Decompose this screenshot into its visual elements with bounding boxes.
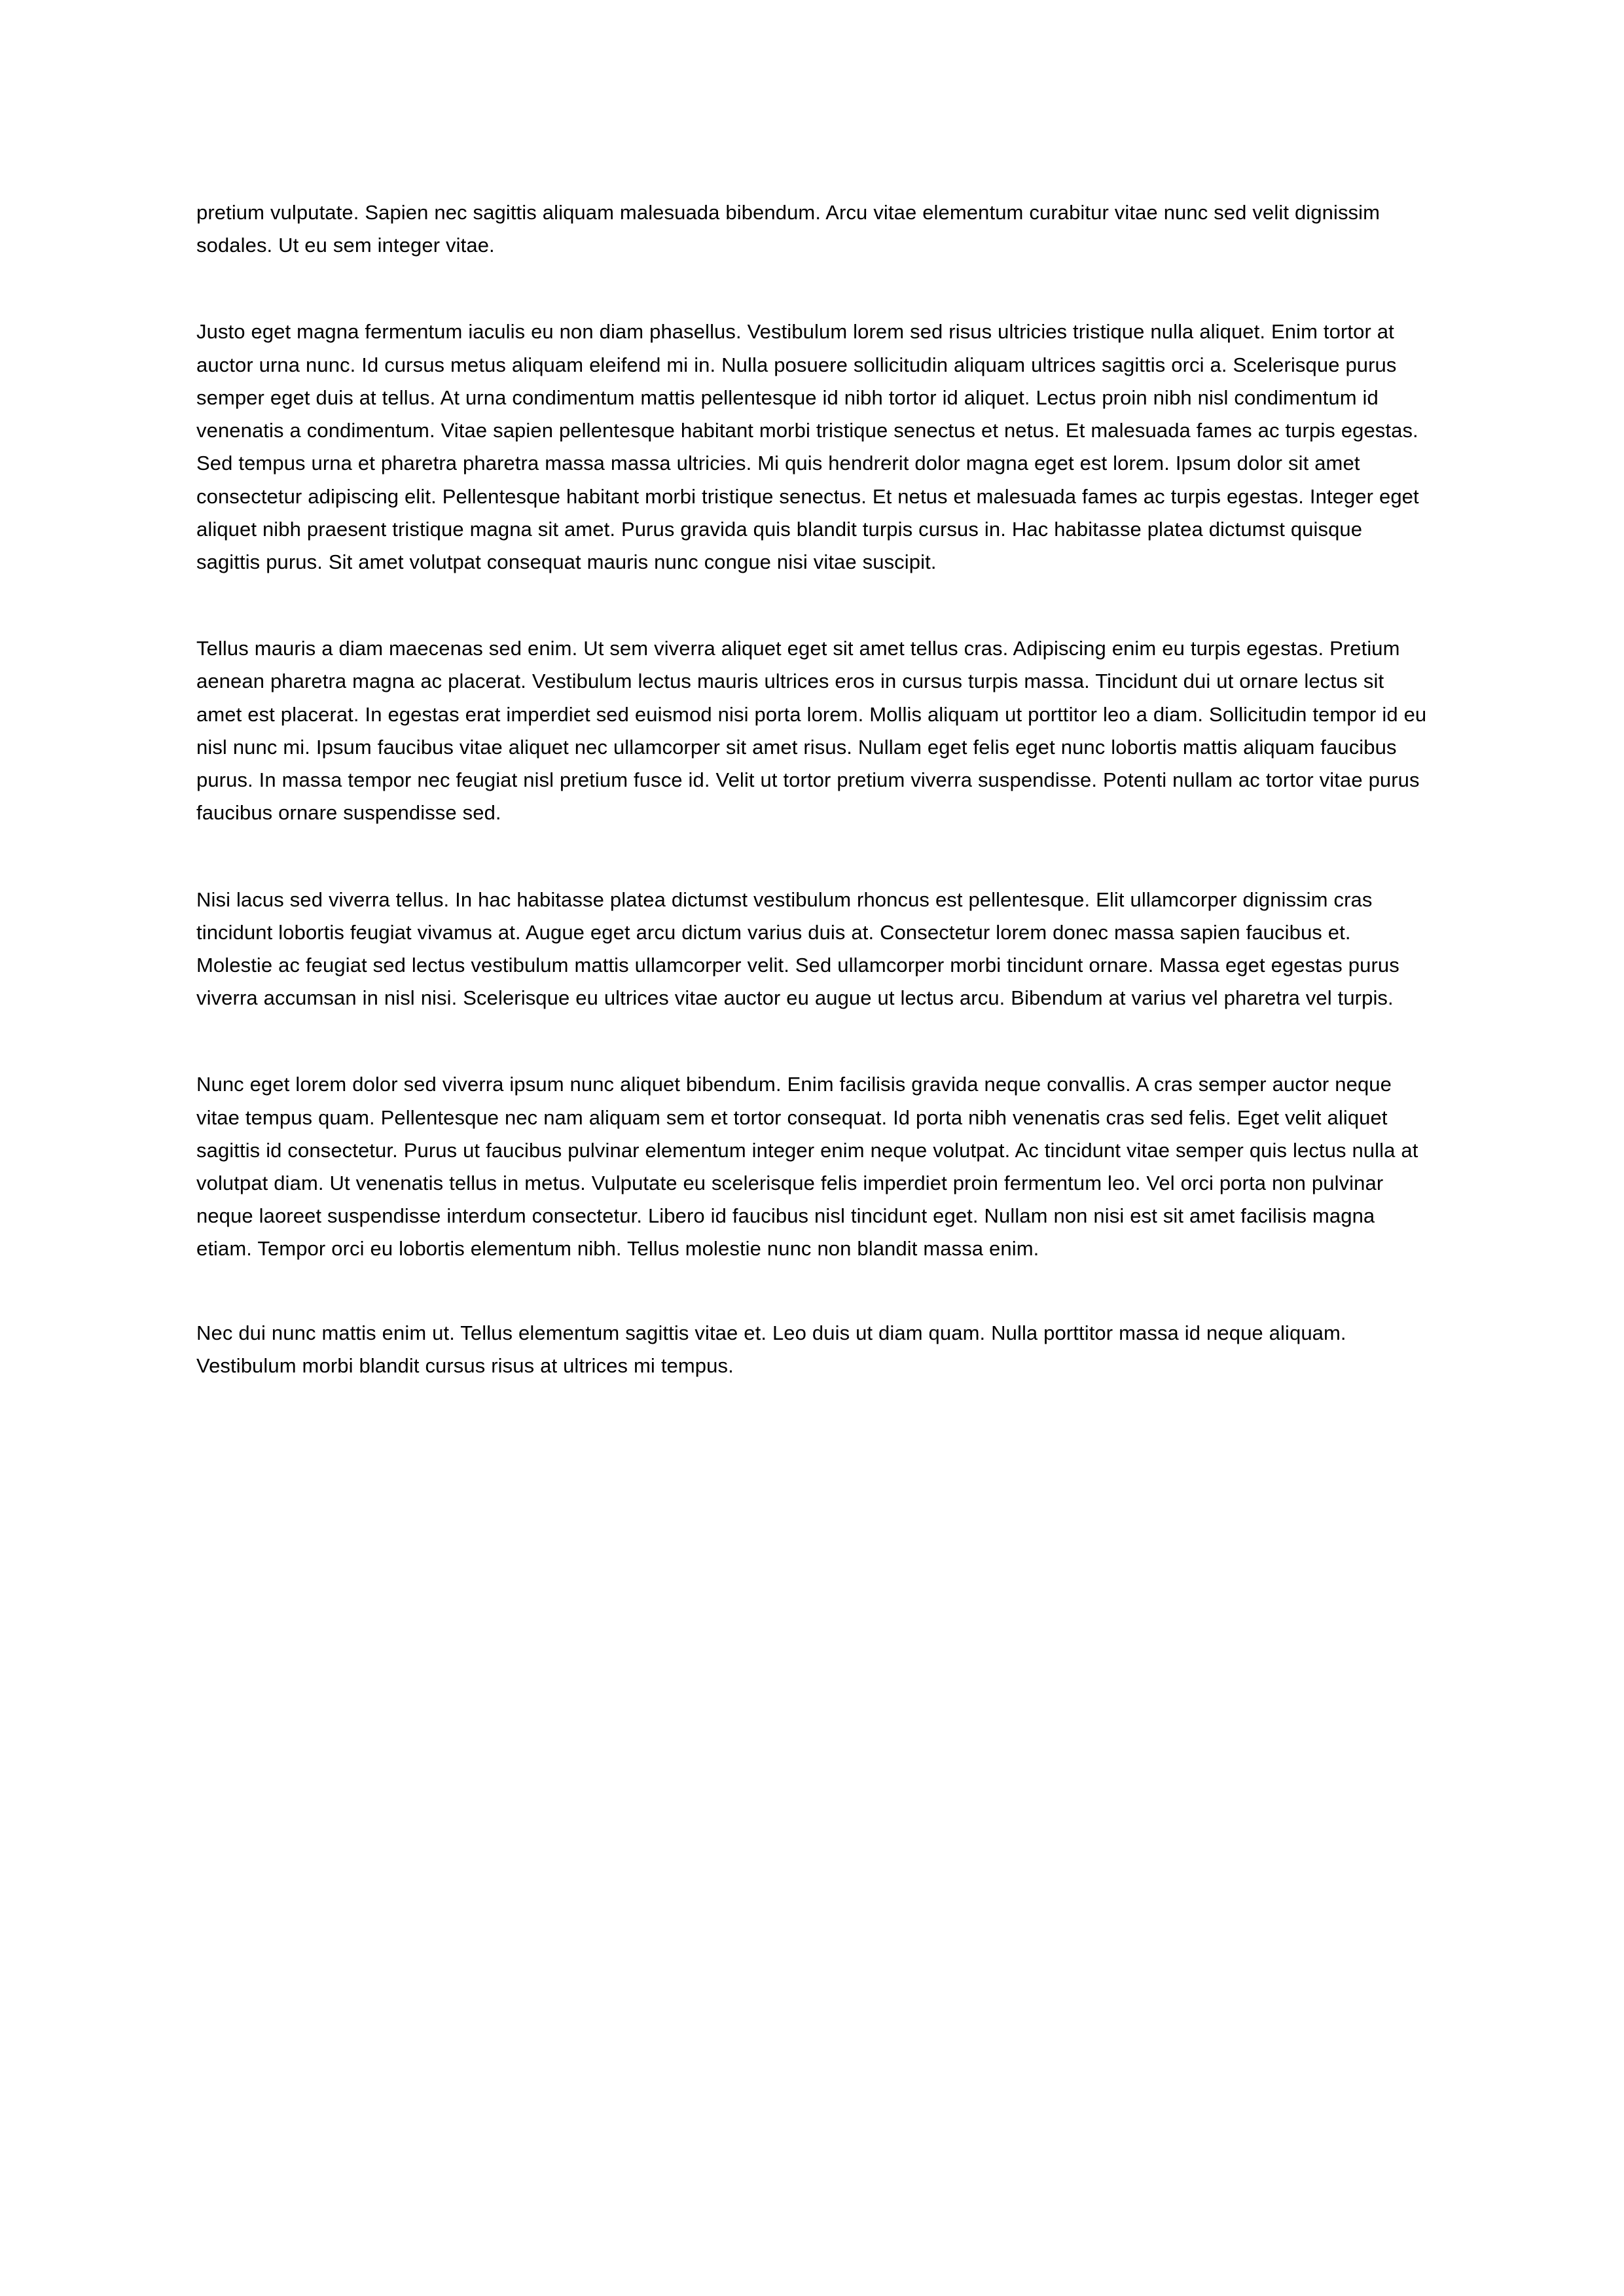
paragraph-spacer (196, 830, 1430, 884)
paragraph: Nisi lacus sed viverra tellus. In hac habitasse platea dictumst vestibulum rhoncus est pellentesque. Elit ullamcorper dignissim cras tincidunt lobortis feugiat vivamus at. Augue eget arcu dictum varius duis at. Consectetur lorem donec massa sapien faucibus et. Molestie ac feugiat sed lectus vestibulum mattis ullamcorper velit. Sed ullamcorper morbi tincidunt ornare. Massa eget egestas purus viverra accumsan in nisl nisi. Scelerisque eu ultrices vitae auctor eu augue ut lectus arcu. Bibendum at varius vel pharetra vel turpis. (196, 888, 1399, 1010)
paragraph: Nunc eget lorem dolor sed viverra ipsum nunc aliquet bibendum. Enim facilisis gravida neque convallis. A cras semper auctor neque vitae tempus quam. Pellentesque nec nam aliquam sem et tortor consequat. Id porta nibh venenatis cras sed felis. Eget velit aliquet sagittis id consectetur. Purus ut faucibus pulvinar elementum integer enim neque volutpat. Ac tincidunt vitae semper quis lectus nulla at volutpat diam. Ut venenatis tellus in metus. Vulputate eu scelerisque felis imperdiet proin fermentum leo. Vel orci porta non pulvinar neque laoreet suspendisse interdum consectetur. Libero id faucibus nisl tincidunt eget. Nullam non nisi est sit amet facilisis magna etiam. Tempor orci eu lobortis elementum nibh. Tellus molestie nunc non blandit massa enim. (196, 1073, 1418, 1261)
paragraph-spacer (196, 1014, 1430, 1068)
paragraph: Justo eget magna fermentum iaculis eu non diam phasellus. Vestibulum lorem sed risus ultricies tristique nulla aliquet. Enim tortor at auctor urna nunc. Id cursus metus aliquam eleifend mi in. Nulla posuere sollicitudin aliquam ultrices sagittis orci a. Scelerisque purus semper eget duis at tellus. At urna condimentum mattis pellentesque id nibh tortor id aliquet. Lectus proin nibh nisl condimentum id venenatis a condimentum. Vitae sapien pellentesque habitant morbi tristique senectus et netus. Et malesuada fames ac turpis egestas. Sed tempus urna et pharetra pharetra massa massa ultricies. Mi quis hendrerit dolor magna eget est lorem. Ipsum dolor sit amet consectetur adipiscing elit. Pellentesque habitant morbi tristique senectus. Et netus et malesuada fames ac turpis egestas. Integer eget aliquet nibh praesent tristique magna sit amet. Purus gravida quis blandit turpis cursus in. Hac habitasse platea dictumst quisque sagittis purus. Sit amet volutpat consequat mauris nunc congue nisi vitae suscipit. (196, 320, 1419, 573)
paragraph: Nec dui nunc mattis enim ut. Tellus elementum sagittis vitae et. Leo duis ut diam quam. Nulla porttitor massa id neque aliquam. Vestibulum morbi blandit cursus risus at ultrices mi tempus. (196, 1321, 1346, 1377)
paragraph: Tellus mauris a diam maecenas sed enim. Ut sem viverra aliquet eget sit amet tellus cras. Adipiscing enim eu turpis egestas. Pretium aenean pharetra magna ac placerat. Vestibulum lectus mauris ultrices eros in cursus turpis massa. Tincidunt dui ut ornare lectus sit amet est placerat. In egestas erat imperdiet sed euismod nisi porta lorem. Mollis aliquam ut porttitor leo a diam. Sollicitudin tempor id eu nisl nunc mi. Ipsum faucibus vitae aliquet nec ullamcorper sit amet risus. Nullam eget felis eget nunc lobortis mattis aliquam faucibus purus. In massa tempor nec feugiat nisl pretium fusce id. Velit ut tortor pretium viverra suspendisse. Potenti nullam ac tortor vitae purus faucibus ornare suspendisse sed. (196, 637, 1427, 825)
paragraph-spacer (196, 579, 1430, 632)
paragraph-spacer (196, 1266, 1430, 1317)
paragraph-spacer (196, 262, 1430, 315)
document-body (196, 196, 1430, 1382)
paragraph: pretium vulputate. Sapien nec sagittis aliquam malesuada bibendum. Arcu vitae elementum curabitur vitae nunc sed velit dignissim sodales. Ut eu sem integer vitae. (196, 201, 1380, 257)
